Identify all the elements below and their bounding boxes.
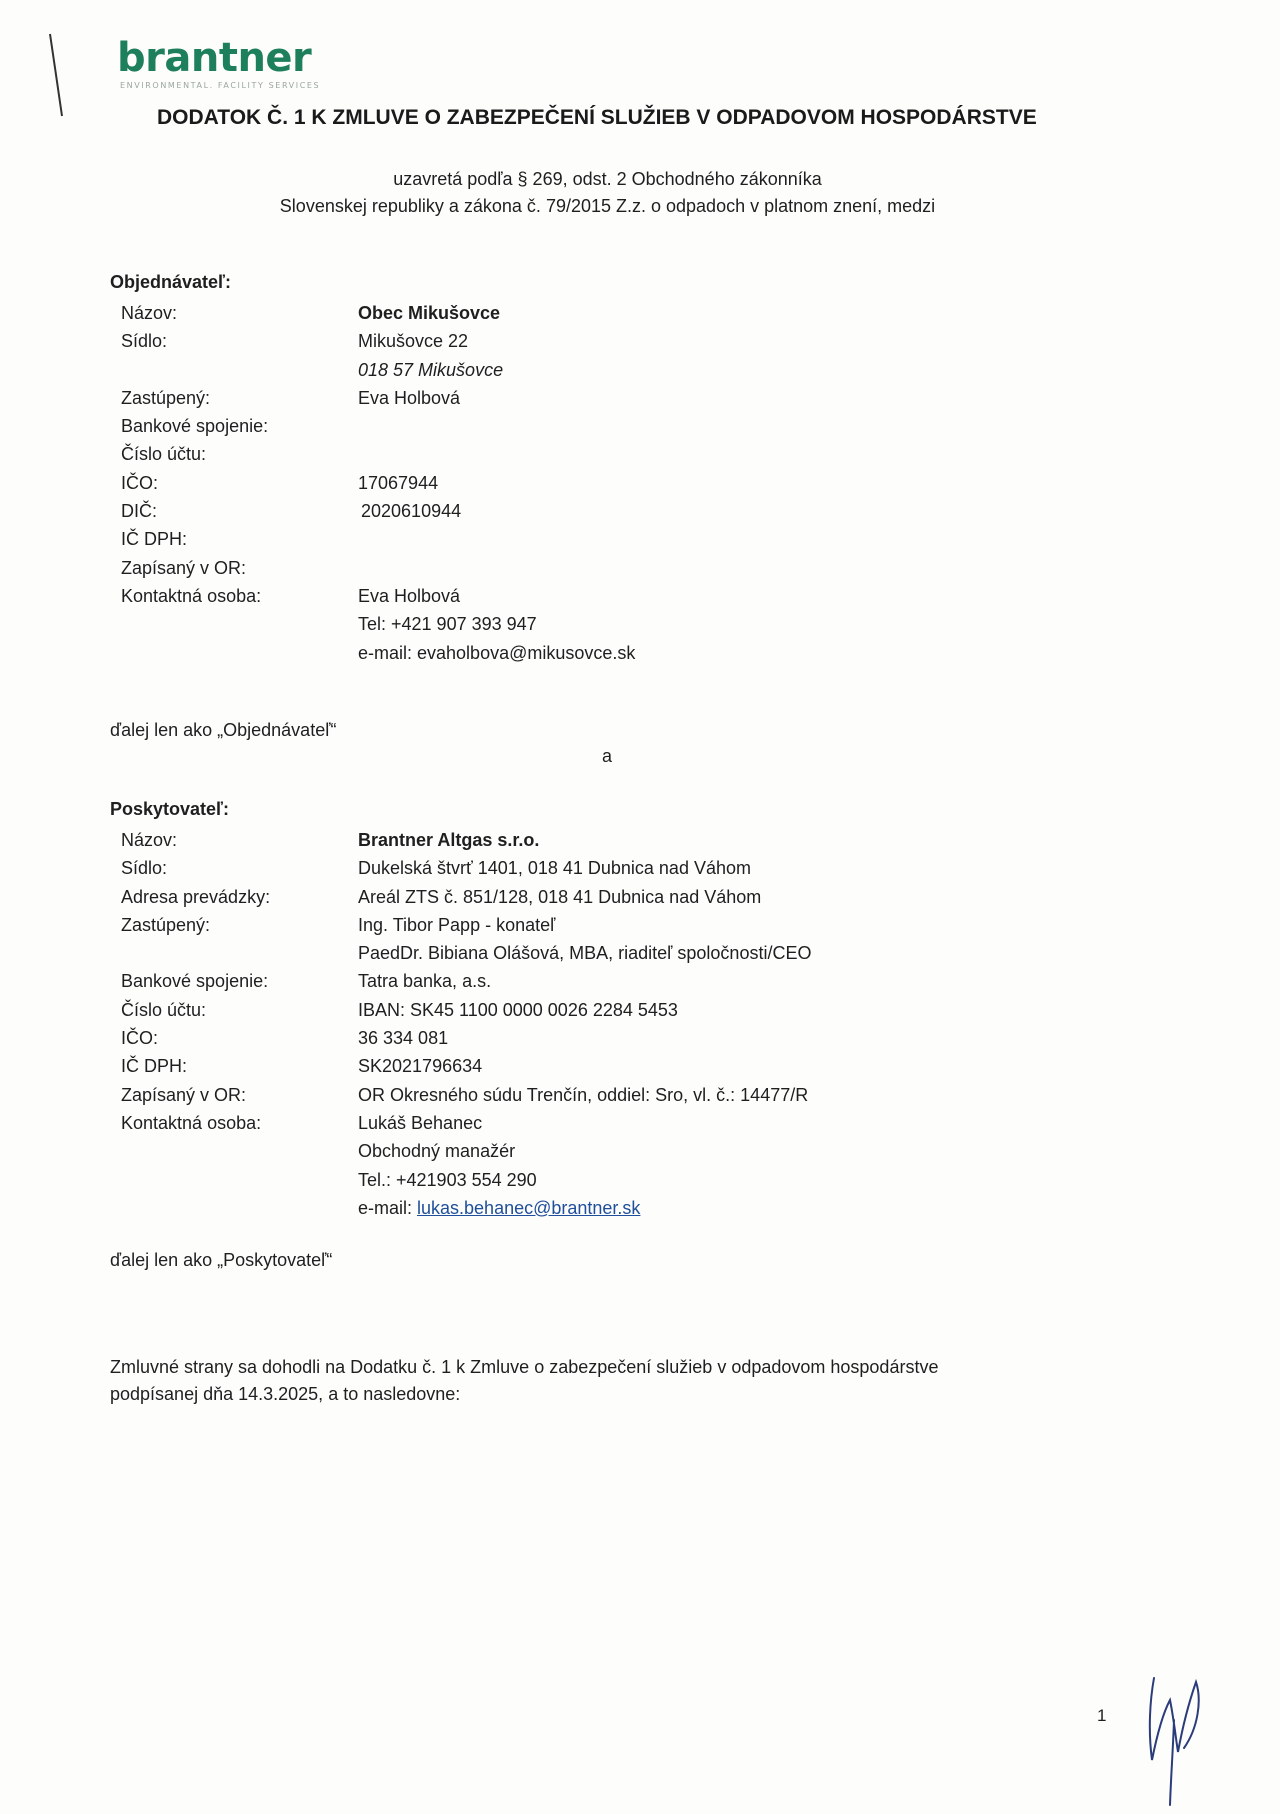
- field-row: [121, 826, 811, 854]
- field-label: IČO:: [121, 472, 159, 493]
- brantner-logo: [117, 35, 321, 90]
- field-label: Bankové spojenie:: [121, 416, 269, 437]
- field-label: IČ DPH:: [121, 1056, 188, 1077]
- field-value: IBAN: SK45 1100 0000 0026 2284 5453: [358, 999, 678, 1020]
- field-value: 018 57 Mikušovce: [358, 359, 504, 380]
- agreement-line-1: Zmluvné strany sa dohodli na Dodatku č. 1 k Zmluve o zabezpečení služieb v odpadovom hospodárstve: [110, 1357, 939, 1377]
- field-label: Zapísaný v OR:: [121, 557, 247, 578]
- subtitle-line-2: Slovenskej republiky a zákona č. 79/2015 Z.z. o odpadoch v platnom znení, medzi: [279, 196, 936, 216]
- field-label: Názov:: [121, 830, 178, 850]
- field-row: [121, 1194, 811, 1222]
- field-row: [121, 854, 811, 882]
- field-label: [121, 1166, 358, 1194]
- field-value: 2020610944: [361, 501, 462, 522]
- field-row: [121, 610, 635, 638]
- provider-email-row: [358, 1194, 640, 1222]
- provider-alias: ďalej len ako „Poskytovateľ“: [110, 1250, 333, 1270]
- field-label: Adresa prevádzky:: [121, 886, 271, 907]
- margin-pen-stroke: [46, 32, 76, 122]
- page-number: 1: [1097, 1706, 1107, 1725]
- conjunction: a: [602, 746, 613, 766]
- provider-name: Brantner Altgas s.r.o.: [358, 830, 540, 850]
- field-label: DIČ:: [121, 501, 157, 522]
- field-value: Tel: +421 907 393 947: [358, 614, 537, 635]
- field-label: Zastúpený:: [121, 387, 211, 408]
- field-row: [121, 299, 635, 327]
- field-label: [121, 1194, 358, 1222]
- field-value: 17067944: [358, 472, 439, 493]
- field-label: [121, 1137, 358, 1165]
- field-label: Názov:: [121, 303, 178, 323]
- field-row: [121, 967, 811, 995]
- field-label: Sídlo:: [121, 331, 168, 352]
- field-row: [121, 911, 811, 939]
- field-value: Ing. Tibor Papp - konateľ: [358, 914, 556, 935]
- field-label: [121, 639, 358, 667]
- field-row: [121, 996, 811, 1024]
- signature-initials: [1140, 1660, 1210, 1810]
- field-label: Kontaktná osoba:: [121, 1112, 262, 1133]
- provider-fields: [121, 826, 811, 1222]
- field-row: [121, 327, 635, 355]
- logo-wordmark: brantner: [117, 35, 312, 81]
- field-row: [121, 883, 811, 911]
- customer-email: e-mail: evaholbova@mikusovce.sk: [358, 642, 636, 663]
- field-value: Areál ZTS č. 851/128, 018 41 Dubnica nad Váhom: [358, 886, 762, 907]
- field-label: Bankové spojenie:: [121, 971, 269, 992]
- field-row: [121, 384, 635, 412]
- customer-name: Obec Mikušovce: [358, 303, 501, 323]
- field-label: [121, 356, 358, 384]
- logo-tagline: ENVIRONMENTAL. FACILITY SERVICES: [120, 81, 321, 90]
- customer-fields: [121, 299, 635, 667]
- field-value: Lukáš Behanec: [358, 1112, 483, 1133]
- field-value: OR Okresného súdu Trenčín, oddiel: Sro, vl. č.: 14477/R: [358, 1084, 809, 1105]
- field-value: Dukelská štvrť 1401, 018 41 Dubnica nad Váhom: [358, 858, 751, 879]
- field-row: [121, 525, 635, 553]
- field-row: [121, 1166, 811, 1194]
- field-row: [121, 639, 635, 667]
- field-value: SK2021796634: [358, 1056, 483, 1077]
- field-label: Číslo účtu:: [121, 999, 207, 1020]
- field-label: [121, 610, 358, 638]
- field-label: Kontaktná osoba:: [121, 585, 262, 606]
- subtitle-line-1: uzavretá podľa § 269, odst. 2 Obchodného zákonníka: [393, 169, 822, 189]
- field-value: Tel.: +421903 554 290: [358, 1169, 537, 1190]
- customer-heading: Objednávateľ:: [110, 272, 231, 292]
- field-row: [121, 1109, 811, 1137]
- field-row: [121, 497, 635, 525]
- field-row: [121, 939, 811, 967]
- field-label: Zapísaný v OR:: [121, 1084, 247, 1105]
- field-label: Sídlo:: [121, 858, 168, 879]
- field-label: IČ DPH:: [121, 529, 188, 550]
- field-value: Mikušovce 22: [358, 331, 469, 352]
- field-value: Eva Holbová: [358, 585, 461, 606]
- agreement-line-2: podpísanej dňa 14.3.2025, a to nasledovne:: [110, 1384, 461, 1404]
- field-value: Tatra banka, a.s.: [358, 971, 492, 992]
- document-title: DODATOK Č. 1 K ZMLUVE O ZABEZPEČENÍ SLUŽIEB V ODPADOVOM HOSPODÁRSTVE: [157, 106, 1037, 129]
- field-label: IČO:: [121, 1028, 159, 1049]
- email-prefix: e-mail:: [358, 1197, 418, 1218]
- field-row: [121, 1081, 811, 1109]
- field-value: 36 334 081: [358, 1028, 449, 1049]
- agreement-paragraph: [110, 1354, 938, 1408]
- field-row: [121, 582, 635, 610]
- field-row: [121, 469, 635, 497]
- field-label: [121, 939, 358, 967]
- field-value: Eva Holbová: [358, 387, 461, 408]
- field-row: [121, 356, 635, 384]
- field-row: [121, 412, 635, 440]
- field-row: [121, 1024, 811, 1052]
- field-value: PaedDr. Bibiana Olášová, MBA, riaditeľ spoločnosti/CEO: [358, 943, 812, 964]
- field-label: Zastúpený:: [121, 914, 211, 935]
- field-row: [121, 1137, 811, 1165]
- field-label: Číslo účtu:: [121, 444, 207, 465]
- provider-heading: Poskytovateľ:: [110, 799, 229, 819]
- provider-email-link[interactable]: lukas.behanec@brantner.sk: [417, 1197, 641, 1218]
- customer-alias: ďalej len ako „Objednávateľ“: [110, 720, 337, 740]
- field-value: Obchodný manažér: [358, 1141, 516, 1162]
- field-row: [121, 440, 635, 468]
- document-subtitle: [0, 166, 1215, 220]
- field-row: [121, 1052, 811, 1080]
- field-row: [121, 554, 635, 582]
